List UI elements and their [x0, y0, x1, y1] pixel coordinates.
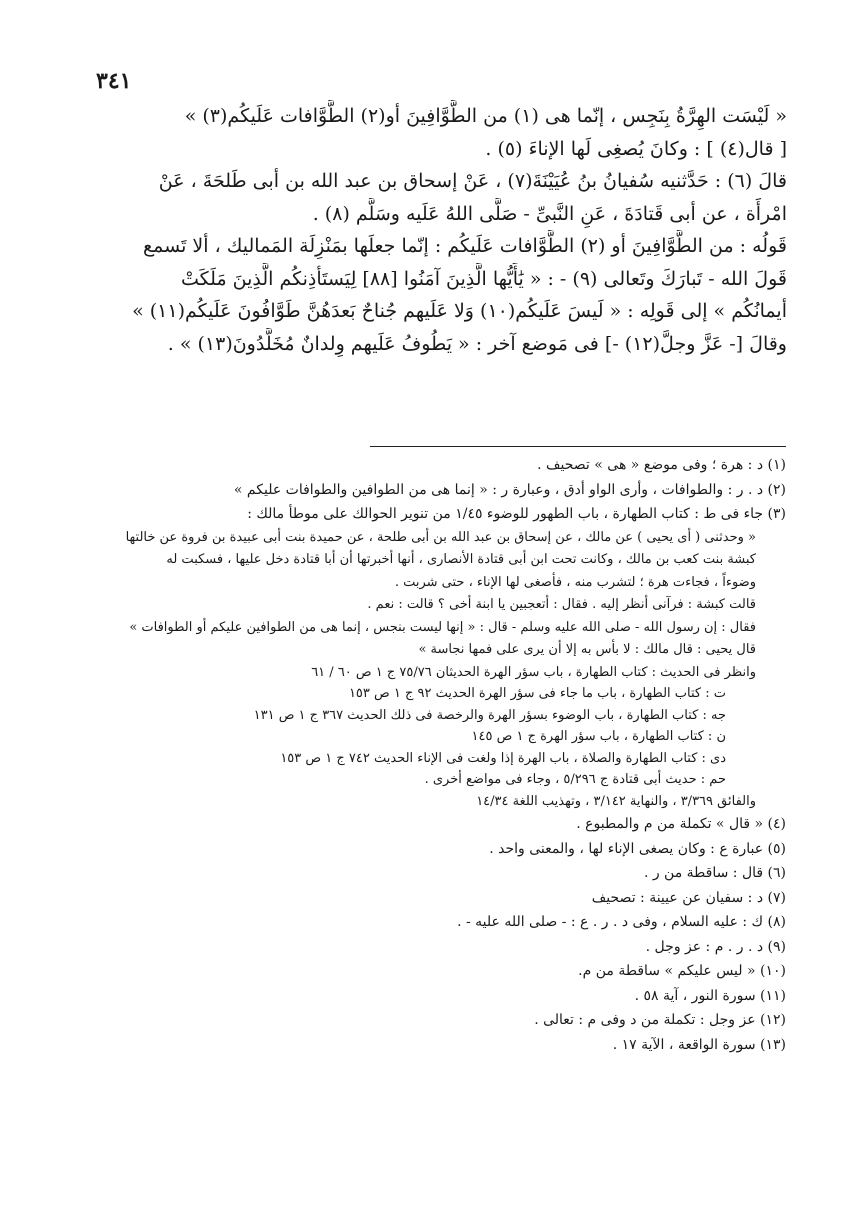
main-text-line: قَولَ الله - تَبارَكَ وتَعالى (٩) - : « يَٰأَيُّها الَّذِينَ آمَنُوا [٨٨] لِيَستَأذِنكُم الَّذِينَ مَلَكَتْ	[181, 267, 787, 290]
main-text-line: وقالَ [- عَزَّ وجلَّ(١٢) -] فى مَوضع آخر : « يَطُوفُ عَلَيهم وِلدانٌ مُخَلَّدُونَ(١٣) » .	[167, 332, 787, 355]
footnote-continuation: ن : كتاب الطهارة ، باب سؤر الهرة ج ١ ص ١٤٥	[471, 729, 726, 744]
footnote: (١٣) سورة الواقعة ، الآية ١٧ .	[612, 1036, 786, 1053]
footnote-continuation: ت : كتاب الطهارة ، باب ما جاء فى سؤر الهرة الحديث ٩٢ ج ١ ص ١٥٣	[348, 686, 726, 701]
footnote: (٢) د . ر : والطوافات ، وأرى الواو أدق ، وعبارة ر : « إنما هى من الطوافين والطوافات عليكم »	[233, 481, 786, 498]
footnote: (٩) د . ر . م : عز وجل .	[645, 938, 786, 955]
footnote-continuation: « وحدثنى ( أى يحيى ) عن مالك ، عن إسحاق بن عبد الله بن أبى طلحة ، عن حميدة بنت أبى عبيدة بن فروة عن خالتها	[125, 529, 756, 545]
footnote-divider	[370, 446, 786, 447]
footnote-continuation: قالت كبشة : فرآنى أنظر إليه . فقال : أتعجبين يا ابنة أخى ؟ قالت : نعم .	[367, 597, 756, 612]
footnote: (٨) ك : عليه السلام ، وفى د . ر . ع : - صلى الله عليه - .	[457, 914, 786, 930]
footnote: (١٠) « ليس عليكم » ساقطة من م.	[578, 963, 786, 979]
footnote: (١١) سورة النور ، آية ٥٨ .	[634, 987, 786, 1004]
footnote: (٧) د : سفيان عن عيينة : تصحيف	[591, 889, 786, 906]
main-text-line: « لَيْسَت الهِرَّةُ بِنَجِس ، إنّما هى (١) من الطَّوَّافِينَ أو(٢) الطَّوَّافات عَلَيكُم(٣) »	[184, 105, 787, 127]
footnote: (٣) جاء فى ط : كتاب الطهارة ، باب الطهور للوضوء ١/٤٥ من تنوير الحوالك على موطأ مالك :	[247, 506, 786, 522]
main-text-line: [ قال(٤) ] : وكانَ يُصغِى لَها الإناءَ (٥) .	[485, 137, 787, 160]
footnote-continuation: وضوءاً ، فجاءت هرة ؛ لتشرب منه ، فأصغى لها الإناء ، حتى شربت .	[394, 574, 756, 590]
footnote-continuation: فقال : إن رسول الله - صلى الله عليه وسلم - قال : « إنها ليست بنجس ، إنما هى من الطوافين عليكم أو الطوافات »	[129, 619, 756, 635]
footnote: (١٢) عز وجل : تكملة من د وفى م : تعالى .	[534, 1012, 786, 1028]
footnote: (١) د : هرة ؛ وفى موضع « هى » تصحيف .	[537, 457, 786, 473]
footnote-continuation: جه : كتاب الطهارة ، باب الوضوء بسؤر الهرة والرخصة فى ذلك الحديث ٣٦٧ ج ١ ص ١٣١	[253, 707, 726, 723]
footnote: (٦) قال : ساقطة من ر .	[643, 865, 786, 881]
footnote-continuation: دى : كتاب الطهارة والصلاة ، باب الهرة إذا ولغت فى الإناء الحديث ٧٤٢ ج ١ ص ١٥٣	[280, 750, 726, 766]
footnote-continuation: والفائق ٣/٣٦٩ ، والنهاية ٣/١٤٢ ، وتهذيب اللغة ١٤/٣٤	[476, 793, 756, 809]
footnote-continuation: قال يحيى : قال مالك : لا بأس به إلا أن يرى على فمها نجاسة »	[418, 642, 756, 657]
main-text-line: أيمانُكُم » إلى قَولِه : « لَيسَ عَلَيكُم(١٠) وَلا عَلَيهم جُناحٌ بَعدَهُنَّ طَوَّافُونَ عَلَيكُم(١١) »	[132, 300, 787, 322]
footnote-continuation: حم : حديث أبى قتادة ج ٥/٢٩٦ ، وجاء فى مواضع أخرى .	[424, 772, 726, 787]
page-number: ٣٤١	[96, 68, 132, 94]
main-text-block	[92, 100, 787, 360]
main-text-line: قَولُه : من الطَّوَّافِينَ أو (٢) الطَّوَّافات عَلَيكُم : إنّما جعلَها بمَنْزِلَة المَماليك ، ألا تَسمع	[143, 235, 787, 257]
main-text-line: قالَ (٦) : حَدَّثنيه سُفيانُ بنُ عُيَيْنَةَ(٧) ، عَنْ إسحاق بن عبد الله بن أبى طَلحَةَ ، عَنْ	[158, 170, 787, 192]
footnotes-block	[110, 453, 786, 1057]
footnote-continuation: كبشة بنت كعب بن مالك ، وكانت تحت ابن أبى قتادة الأنصارى ، أنها أخبرتها أن أبا قتادة دخل عليها ، فسكبت له	[166, 552, 756, 567]
main-text-line: امْرأَة ، عن أبى قَتادَةَ ، عَنِ النَّبىِّ - صَلَّى اللهُ عَلَيه وسَلَّم (٨) .	[312, 202, 787, 225]
footnote: (٤) « قال » تكملة من م والمطبوع .	[576, 816, 786, 832]
footnote: (٥) عبارة ع : وكان يصغى الإناء لها ، والمعنى واحد .	[489, 840, 786, 857]
footnote-continuation: وانظر فى الحديث : كتاب الطهارة ، باب سؤر الهرة الحديثان ٧٥/٧٦ ج ١ ص ٦٠ / ٦١	[311, 664, 756, 680]
